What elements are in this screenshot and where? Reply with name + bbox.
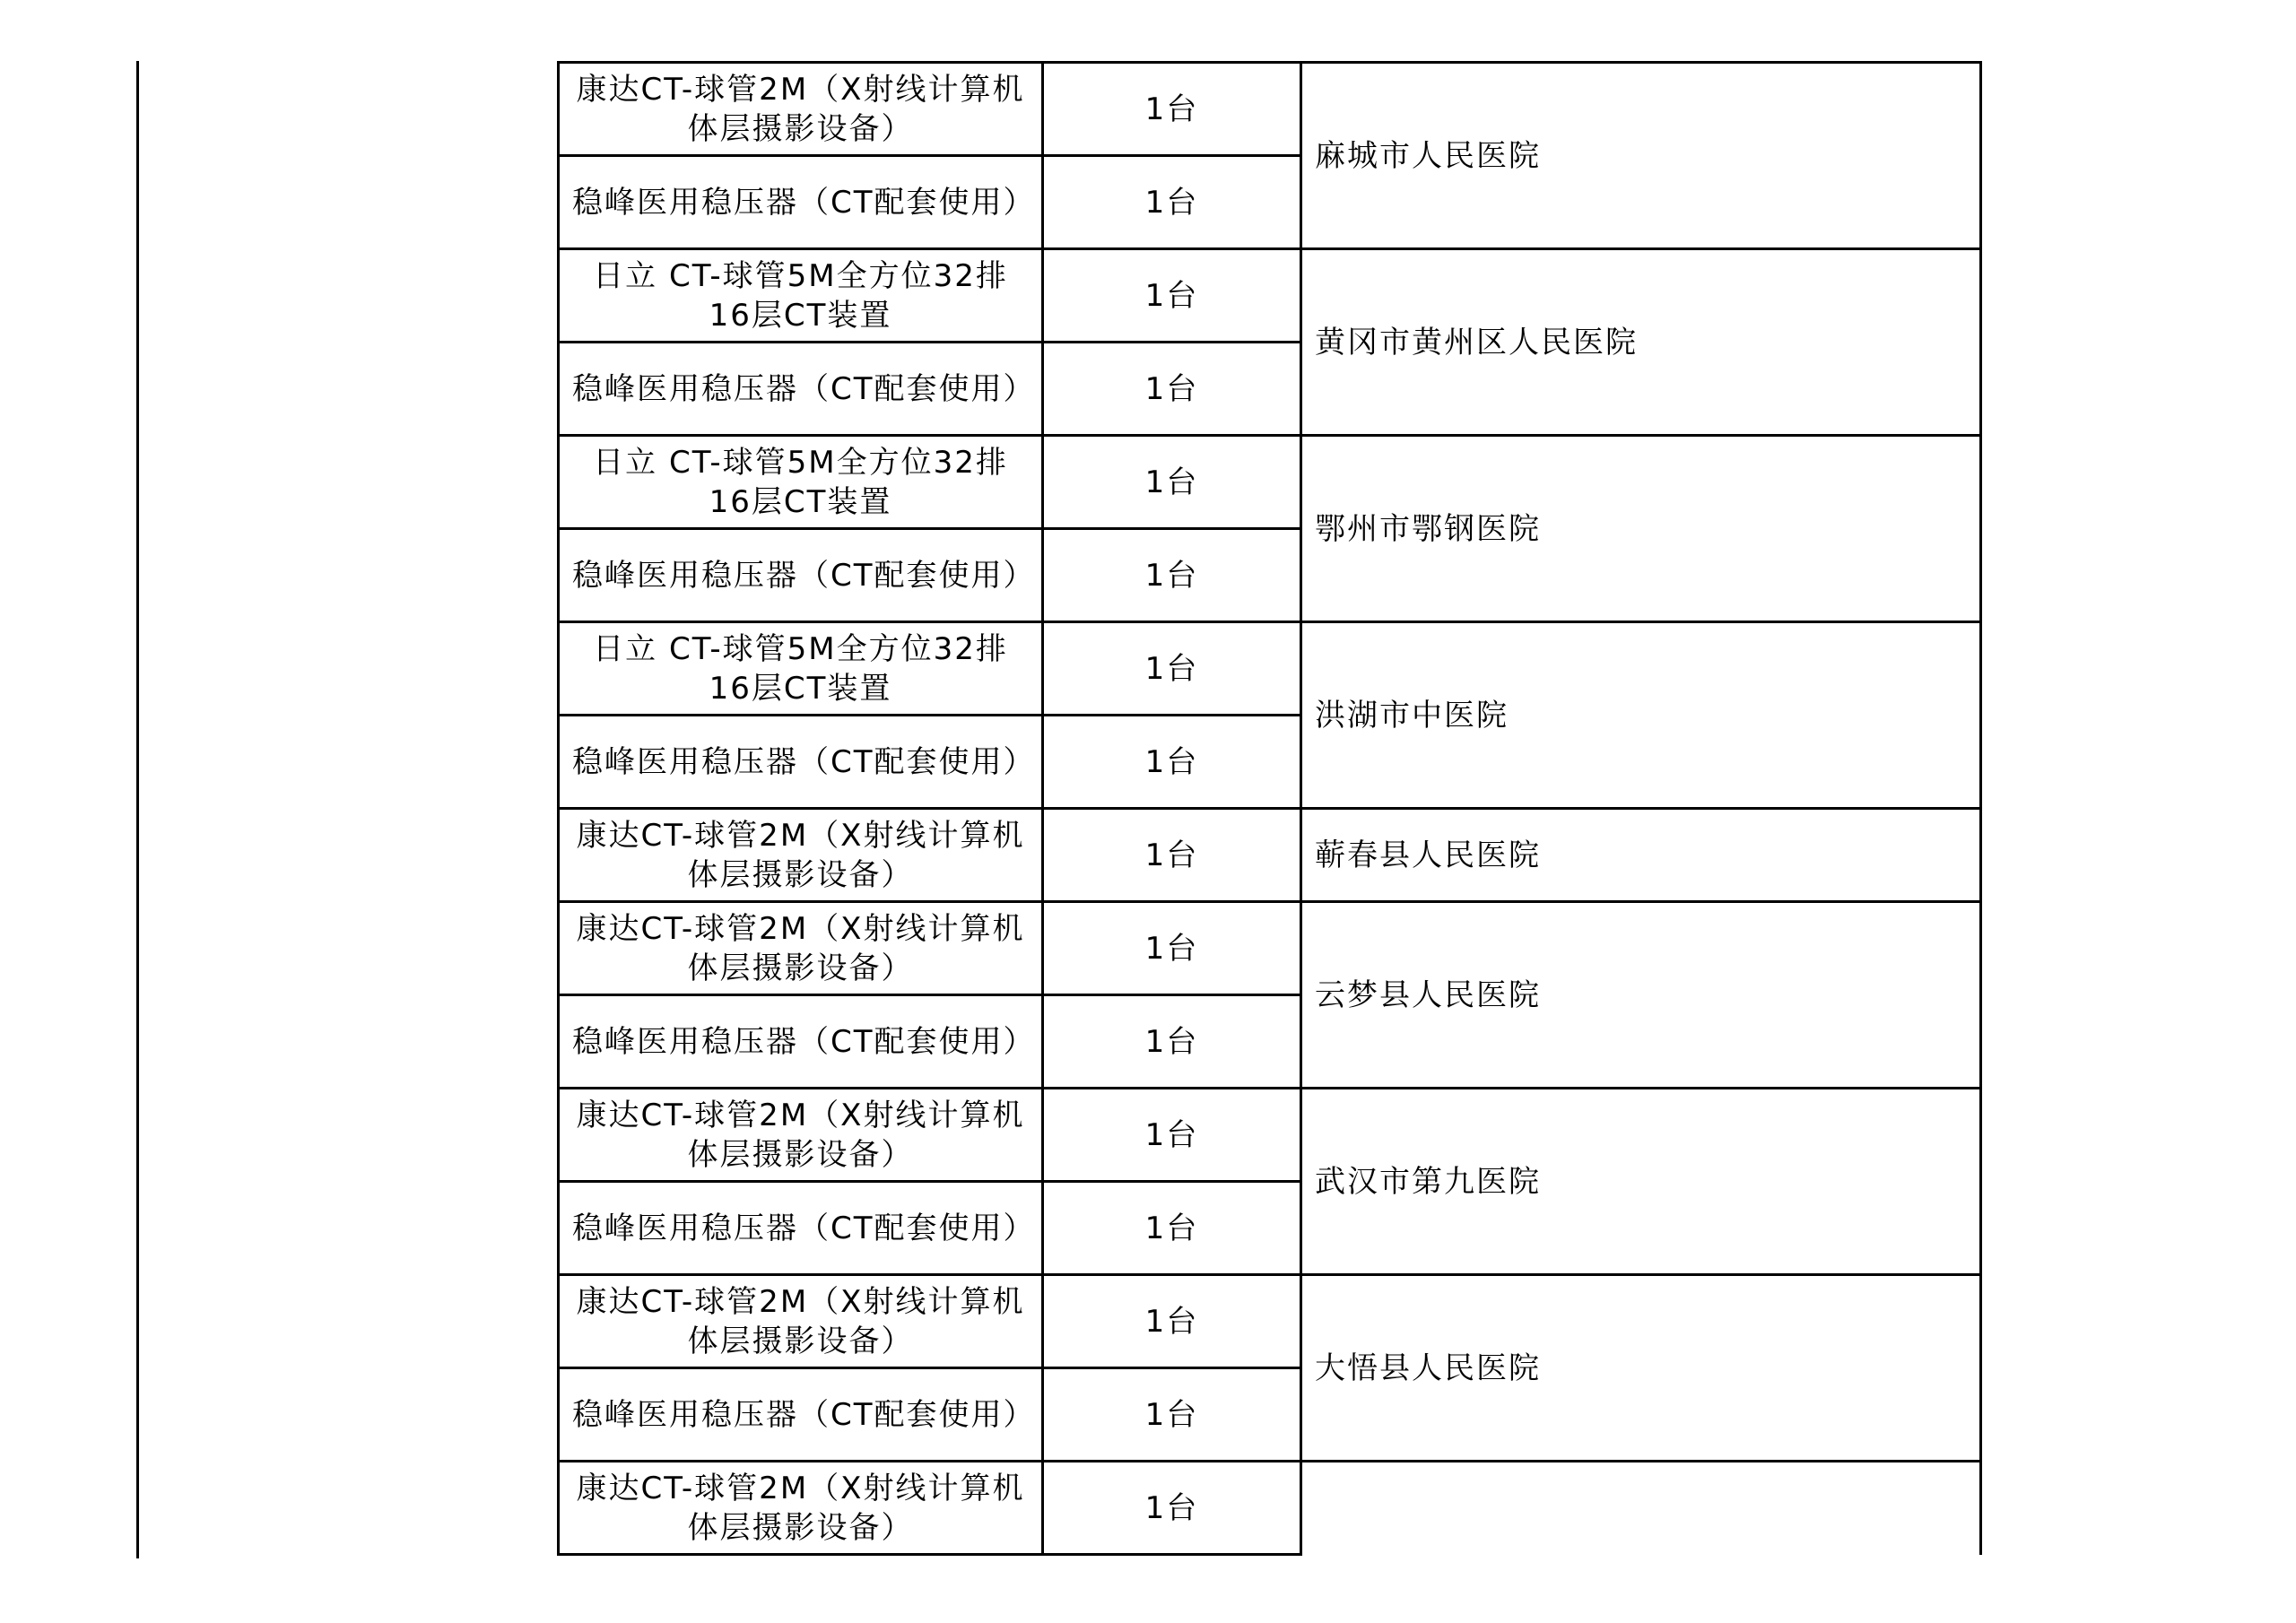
left-border-line — [136, 61, 139, 1558]
quantity-cell: 1台 — [1043, 156, 1301, 249]
quantity-cell: 1台 — [1043, 995, 1301, 1089]
table-row — [559, 63, 1981, 156]
device-cell: 稳峰医用稳压器（CT配套使用） — [559, 529, 1043, 622]
quantity-cell: 1台 — [1043, 249, 1301, 343]
quantity-cell: 1台 — [1043, 63, 1301, 156]
hospital-cell: 蕲春县人民医院 — [1301, 809, 1981, 902]
table-row — [559, 436, 1981, 529]
quantity-cell: 1台 — [1043, 1089, 1301, 1182]
quantity-cell: 1台 — [1043, 1182, 1301, 1275]
hospital-cell: 洪湖市中医院 — [1301, 622, 1981, 809]
hospital-cell: 鄂州市鄂钢医院 — [1301, 436, 1981, 622]
table-row — [559, 622, 1981, 716]
quantity-cell: 1台 — [1043, 529, 1301, 622]
quantity-cell: 1台 — [1043, 716, 1301, 809]
device-cell: 稳峰医用稳压器（CT配套使用） — [559, 1182, 1043, 1275]
table-row — [559, 1462, 1981, 1555]
device-cell: 稳峰医用稳压器（CT配套使用） — [559, 1368, 1043, 1462]
equipment-allocation-table — [557, 61, 1982, 1556]
quantity-cell: 1台 — [1043, 1462, 1301, 1555]
device-cell: 日立 CT-球管5M全方位32排16层CT装置 — [559, 249, 1043, 343]
device-cell: 稳峰医用稳压器（CT配套使用） — [559, 156, 1043, 249]
hospital-cell: 黄冈市黄州区人民医院 — [1301, 249, 1981, 436]
device-cell: 康达CT-球管2M（X射线计算机体层摄影设备） — [559, 63, 1043, 156]
table-row — [559, 249, 1981, 343]
hospital-cell: 武汉市第九医院 — [1301, 1089, 1981, 1275]
table-row — [559, 809, 1981, 902]
quantity-cell: 1台 — [1043, 343, 1301, 436]
quantity-cell: 1台 — [1043, 436, 1301, 529]
device-cell: 康达CT-球管2M（X射线计算机体层摄影设备） — [559, 809, 1043, 902]
device-cell: 康达CT-球管2M（X射线计算机体层摄影设备） — [559, 1089, 1043, 1182]
quantity-cell: 1台 — [1043, 1368, 1301, 1462]
hospital-cell: 大悟县人民医院 — [1301, 1275, 1981, 1462]
table-row — [559, 1089, 1981, 1182]
device-cell: 稳峰医用稳压器（CT配套使用） — [559, 343, 1043, 436]
hospital-cell: 麻城市人民医院 — [1301, 63, 1981, 249]
device-cell: 康达CT-球管2M（X射线计算机体层摄影设备） — [559, 1275, 1043, 1368]
device-cell: 日立 CT-球管5M全方位32排16层CT装置 — [559, 436, 1043, 529]
device-cell: 稳峰医用稳压器（CT配套使用） — [559, 995, 1043, 1089]
device-cell: 日立 CT-球管5M全方位32排16层CT装置 — [559, 622, 1043, 716]
quantity-cell: 1台 — [1043, 1275, 1301, 1368]
hospital-cell — [1301, 1462, 1981, 1555]
hospital-cell: 云梦县人民医院 — [1301, 902, 1981, 1089]
table-row — [559, 902, 1981, 995]
table-row — [559, 1275, 1981, 1368]
device-cell: 稳峰医用稳压器（CT配套使用） — [559, 716, 1043, 809]
quantity-cell: 1台 — [1043, 809, 1301, 902]
quantity-cell: 1台 — [1043, 902, 1301, 995]
device-cell: 康达CT-球管2M（X射线计算机体层摄影设备） — [559, 902, 1043, 995]
quantity-cell: 1台 — [1043, 622, 1301, 716]
device-cell: 康达CT-球管2M（X射线计算机体层摄影设备） — [559, 1462, 1043, 1555]
